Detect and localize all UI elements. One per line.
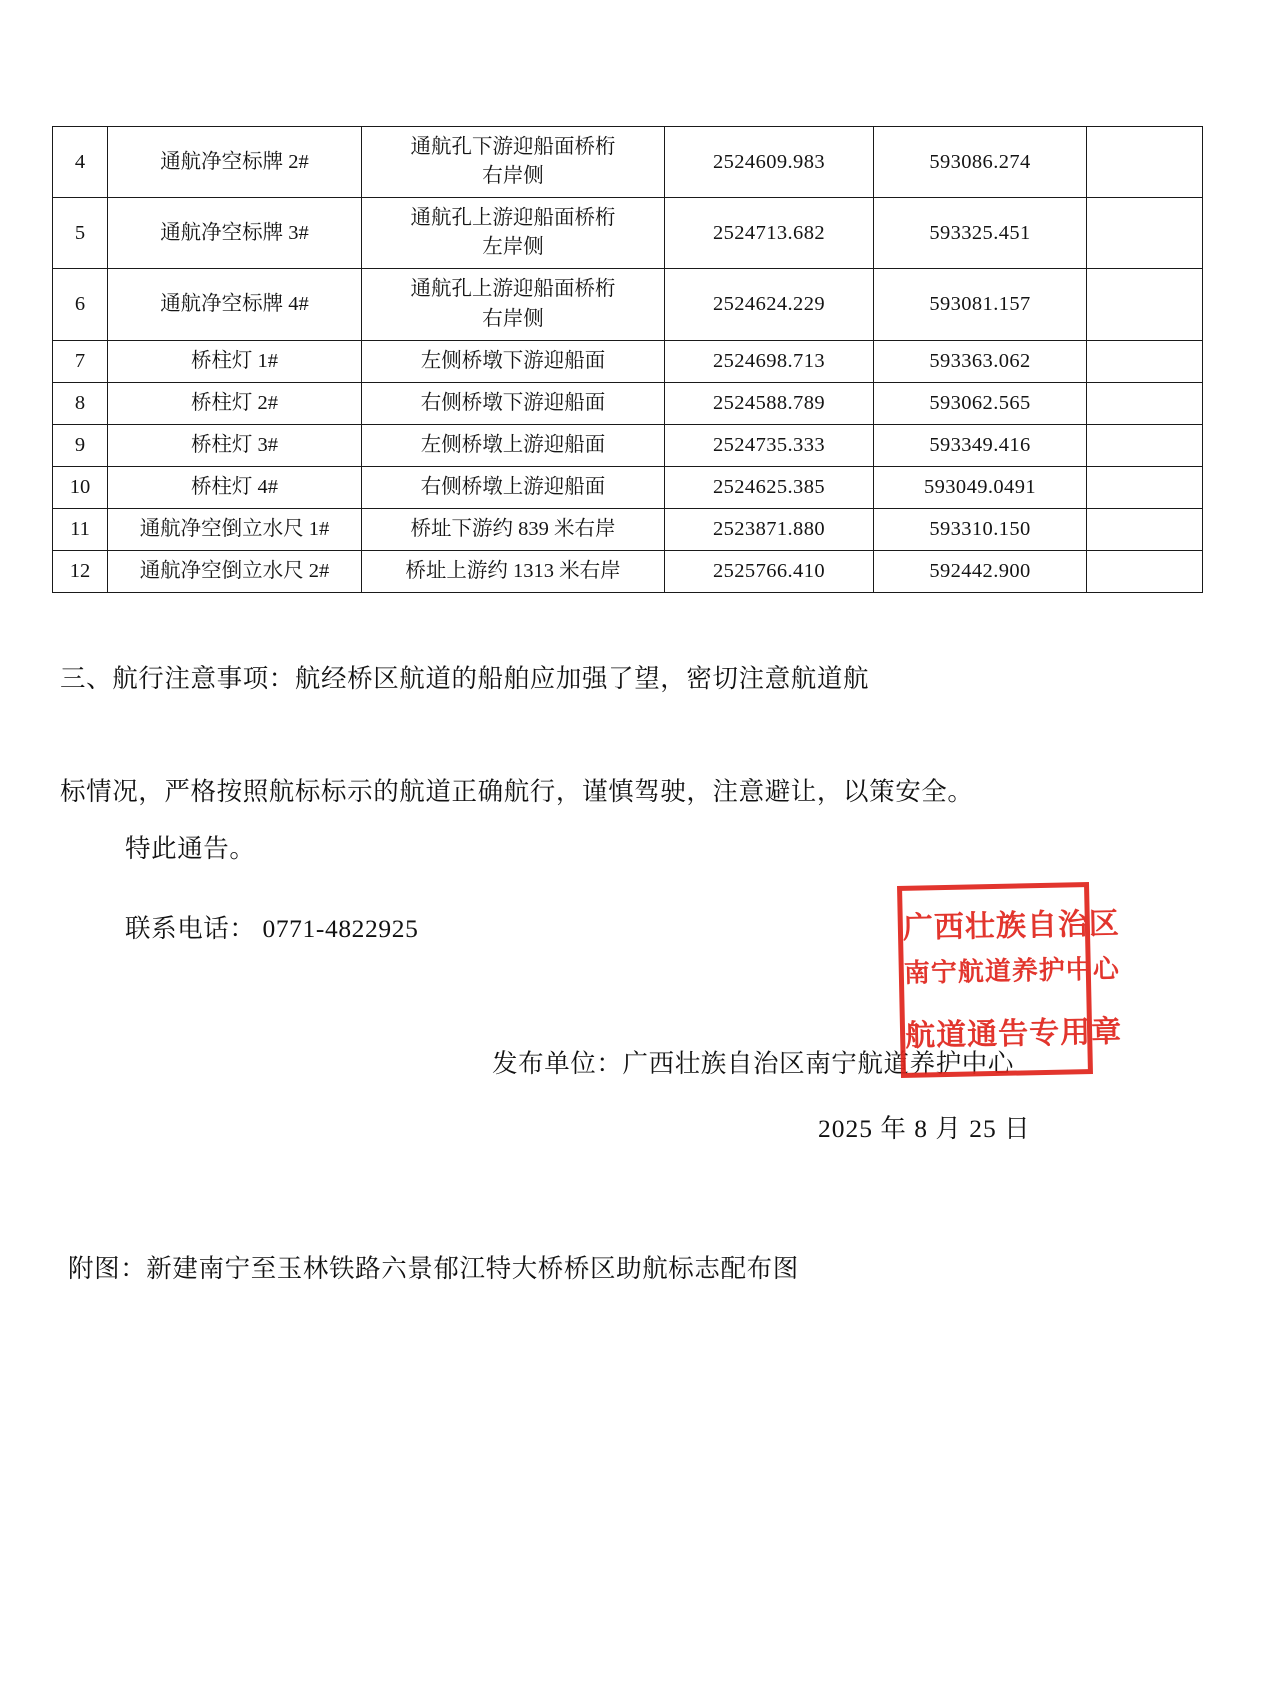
- table-body: [53, 127, 1203, 593]
- cell-name: 桥柱灯 2#: [108, 382, 362, 424]
- seal-line-1: 广西壮族自治区: [902, 907, 1121, 945]
- seal-line-3: 航道通告专用章: [904, 1015, 1123, 1053]
- cell-index: 8: [53, 382, 108, 424]
- table-row: [53, 424, 1203, 466]
- cell-name: 通航净空倒立水尺 1#: [108, 509, 362, 551]
- attachment-reference: 附图：新建南宁至玉林铁路六景郁江特大桥桥区助航标志配布图: [68, 1254, 799, 1283]
- seal-line-2: 南宁航道养护中心: [903, 954, 1121, 988]
- cell-index: 11: [53, 509, 108, 551]
- notice-closing: 特此通告。: [125, 834, 256, 863]
- cell-note: [1087, 382, 1203, 424]
- table-row: [53, 269, 1203, 340]
- official-seal-stamp: [897, 882, 1123, 1078]
- cell-x: 2524735.333: [665, 424, 874, 466]
- cell-note: [1087, 269, 1203, 340]
- cell-note: [1087, 509, 1203, 551]
- cell-y: 593081.157: [874, 269, 1087, 340]
- table-row: [53, 509, 1203, 551]
- nav-marks-table: [52, 126, 1203, 593]
- table-row: [53, 466, 1203, 508]
- cell-y: 593086.274: [874, 127, 1087, 198]
- cell-x: 2524609.983: [665, 127, 874, 198]
- cell-x: 2524698.713: [665, 340, 874, 382]
- cell-name: 通航净空倒立水尺 2#: [108, 551, 362, 593]
- cell-name: 通航净空标牌 2#: [108, 127, 362, 198]
- cell-position: 通航孔下游迎船面桥桁 右岸侧: [362, 127, 665, 198]
- table-row: [53, 198, 1203, 269]
- cell-y: 593325.451: [874, 198, 1087, 269]
- table-row: [53, 382, 1203, 424]
- issuing-authority: 发布单位：广西壮族自治区南宁航道养护中心: [492, 1049, 1015, 1078]
- cell-name: 通航净空标牌 3#: [108, 198, 362, 269]
- cell-position: 桥址上游约 1313 米右岸: [362, 551, 665, 593]
- cell-y: 593062.565: [874, 382, 1087, 424]
- cell-x: 2524625.385: [665, 466, 874, 508]
- cell-y: 593049.0491: [874, 466, 1087, 508]
- cell-y: 593310.150: [874, 509, 1087, 551]
- table-row: [53, 551, 1203, 593]
- cell-position: 通航孔上游迎船面桥桁 左岸侧: [362, 198, 665, 269]
- cell-x: 2524588.789: [665, 382, 874, 424]
- cell-position: 桥址下游约 839 米右岸: [362, 509, 665, 551]
- cell-x: 2524624.229: [665, 269, 874, 340]
- cell-index: 7: [53, 340, 108, 382]
- contact-phone: 联系电话： 0771-4822925: [125, 914, 419, 943]
- cell-note: [1087, 466, 1203, 508]
- cell-x: 2525766.410: [665, 551, 874, 593]
- cell-x: 2523871.880: [665, 509, 874, 551]
- cell-position: 通航孔上游迎船面桥桁 右岸侧: [362, 269, 665, 340]
- cell-position: 左侧桥墩下游迎船面: [362, 340, 665, 382]
- cell-note: [1087, 127, 1203, 198]
- table-row: [53, 340, 1203, 382]
- cell-index: 4: [53, 127, 108, 198]
- cell-y: 592442.900: [874, 551, 1087, 593]
- cell-index: 6: [53, 269, 108, 340]
- cell-y: 593363.062: [874, 340, 1087, 382]
- cell-name: 桥柱灯 3#: [108, 424, 362, 466]
- section-navigation-notice-line1: 三、航行注意事项：航经桥区航道的船舶应加强了望，密切注意航道航: [60, 664, 870, 693]
- nav-marks-table-wrapper: [52, 126, 1148, 593]
- cell-x: 2524713.682: [665, 198, 874, 269]
- cell-index: 10: [53, 466, 108, 508]
- cell-index: 5: [53, 198, 108, 269]
- cell-position: 右侧桥墩上游迎船面: [362, 466, 665, 508]
- table-row: [53, 127, 1203, 198]
- cell-position: 右侧桥墩下游迎船面: [362, 382, 665, 424]
- cell-note: [1087, 340, 1203, 382]
- cell-position: 左侧桥墩上游迎船面: [362, 424, 665, 466]
- issue-date: 2025 年 8 月 25 日: [818, 1114, 1031, 1143]
- cell-name: 桥柱灯 4#: [108, 466, 362, 508]
- cell-index: 9: [53, 424, 108, 466]
- cell-name: 通航净空标牌 4#: [108, 269, 362, 340]
- cell-index: 12: [53, 551, 108, 593]
- cell-note: [1087, 551, 1203, 593]
- cell-note: [1087, 424, 1203, 466]
- cell-y: 593349.416: [874, 424, 1087, 466]
- cell-name: 桥柱灯 1#: [108, 340, 362, 382]
- cell-note: [1087, 198, 1203, 269]
- section-navigation-notice-line2: 标情况，严格按照航标标示的航道正确航行，谨慎驾驶，注意避让，以策安全。: [60, 777, 974, 806]
